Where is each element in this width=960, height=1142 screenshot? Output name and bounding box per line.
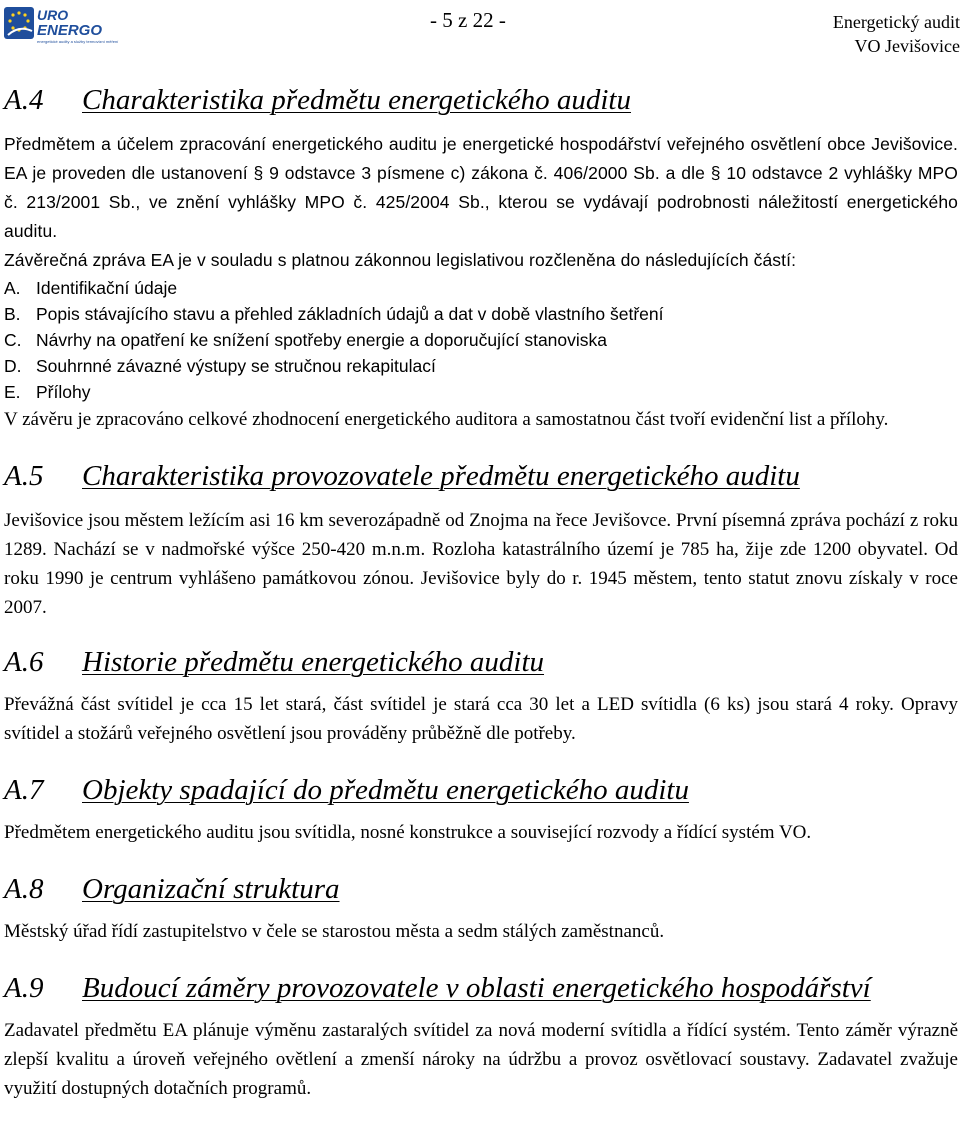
uro-energo-logo bbox=[4, 5, 124, 49]
section-heading-a7 bbox=[4, 770, 958, 810]
section-heading-a6 bbox=[4, 642, 958, 682]
page-number: - 5 z 22 - bbox=[430, 8, 506, 32]
section-heading-a8 bbox=[4, 869, 958, 909]
section-title: Charakteristika předmětu energetického auditu bbox=[82, 84, 631, 116]
section-title: Organizační struktura bbox=[82, 873, 340, 905]
paragraph: Převážná část svítidel je cca 15 let stará, část svítidel je stará cca 30 let a LED svítidla (6 ks) jsou stará 4 roky. Opravy svítidel a stožárů veřejného osvětlení jsou prováděny průběžně dle potřeby. bbox=[4, 694, 958, 744]
text-span: Předmětem a účelem zpracování energetického auditu je energetické hospodářství veřejného osvětlení obce Jevišovice. EA je proveden dle ustanovení bbox=[4, 134, 958, 183]
list-item bbox=[4, 379, 958, 405]
header-doc-info bbox=[833, 10, 960, 58]
section-heading-a4 bbox=[4, 80, 958, 120]
document-content bbox=[4, 80, 958, 1103]
list-item bbox=[4, 353, 958, 379]
section-number: A.5 bbox=[4, 460, 44, 492]
paragraph: V závěru je zpracováno celkové zhodnocení energetického auditora a samostatnou část tvoří evidenční list a přílohy. bbox=[4, 409, 889, 430]
paragraph: Závěrečná zpráva EA je v souladu s platnou zákonnou legislativou rozčleněna do následujících částí: bbox=[4, 250, 797, 270]
list-item bbox=[4, 275, 958, 301]
list-letter: B. bbox=[4, 304, 21, 324]
paragraph: Předmětem energetického auditu jsou svítidla, nosné konstrukce a související rozvody a řídící systém VO. bbox=[4, 822, 812, 843]
list-letter: D. bbox=[4, 356, 22, 376]
list-letter: A. bbox=[4, 278, 21, 298]
list-text: Souhrnné závazné výstupy se stručnou rekapitulací bbox=[36, 356, 436, 376]
report-parts-list bbox=[4, 275, 958, 405]
list-text: Přílohy bbox=[36, 382, 91, 402]
section-title: Charakteristika provozovatele předmětu energetického auditu bbox=[82, 460, 800, 492]
section-sign: § bbox=[710, 163, 721, 183]
section-number: A.6 bbox=[4, 646, 44, 678]
list-text: Popis stávajícího stavu a přehled základních údajů a dat v době vlastního šetření bbox=[36, 304, 664, 324]
logo-text-line2: ENERGO bbox=[37, 22, 103, 39]
list-text: Návrhy na opatření ke snížení spotřeby energie a doporučující stanoviska bbox=[36, 330, 608, 350]
section-title: Historie předmětu energetického auditu bbox=[82, 646, 545, 678]
doc-subtitle: VO Jevišovice bbox=[854, 36, 960, 56]
paragraph bbox=[4, 130, 958, 246]
text-span: 9 odstavce 3 písmene c) zákona č. 406/2000 Sb. a dle bbox=[269, 163, 705, 183]
section-number: A.7 bbox=[4, 774, 44, 806]
doc-title: Energetický audit bbox=[832, 12, 960, 32]
section-heading-a5 bbox=[4, 456, 958, 496]
list-item bbox=[4, 301, 958, 327]
section-heading-a9 bbox=[4, 968, 958, 1008]
list-text: Identifikační údaje bbox=[36, 278, 178, 298]
list-letter: C. bbox=[4, 330, 22, 350]
paragraph: Zadavatel předmětu EA plánuje výměnu zastaralých svítidel za nová moderní svítidla a řídící systém. Tento záměr výrazně zlepší kvalitu a úroveň veřejného ovětlení a zmenší nároky na údržbu a provoz osvětlovací soustavy. Zadavatel zvažuje využití dostupných dotačních programů. bbox=[4, 1020, 958, 1099]
section-sign: § bbox=[253, 163, 264, 183]
list-item bbox=[4, 327, 958, 353]
section-title: Objekty spadající do předmětu energetického auditu bbox=[82, 774, 689, 806]
section-number: A.9 bbox=[4, 972, 44, 1004]
paragraph: Jevišovice jsou městem ležícím asi 16 km severozápadně od Znojma na řece Jevišovce. První písemná zpráva pochází z roku 1289. Nachází se v nadmořské výšce 250-420 m.n.m. Rozloha katastrálního území je 785 ha, žije zde 1200 obyvatel. Od roku 1990 je centrum vyhlášeno památkovou zónou. Jevišovice byly do r. 1945 městem, tento statut znovu získaly v roce 2007. bbox=[4, 510, 958, 618]
paragraph: Městský úřad řídí zastupitelstvo v čele se starostou města a sedm stálých zaměstnanců. bbox=[4, 921, 665, 942]
section-title: Budoucí záměry provozovatele v oblasti energetického hospodářství bbox=[82, 972, 871, 1004]
text-span: 10 odstavce 2 vyhlášky MPO č. 213/2001 Sb., ve znění vyhlášky MPO č. 425/2004 Sb., kterou se vydávají podrobnosti náležitostí energetického auditu. bbox=[4, 163, 959, 241]
logo-text-line1: URO bbox=[37, 7, 69, 23]
list-letter: E. bbox=[4, 382, 21, 402]
logo-tagline: energetické audity a služby termovizní měření bbox=[37, 39, 119, 44]
section-number: A.4 bbox=[4, 84, 44, 116]
section-number: A.8 bbox=[4, 873, 44, 905]
